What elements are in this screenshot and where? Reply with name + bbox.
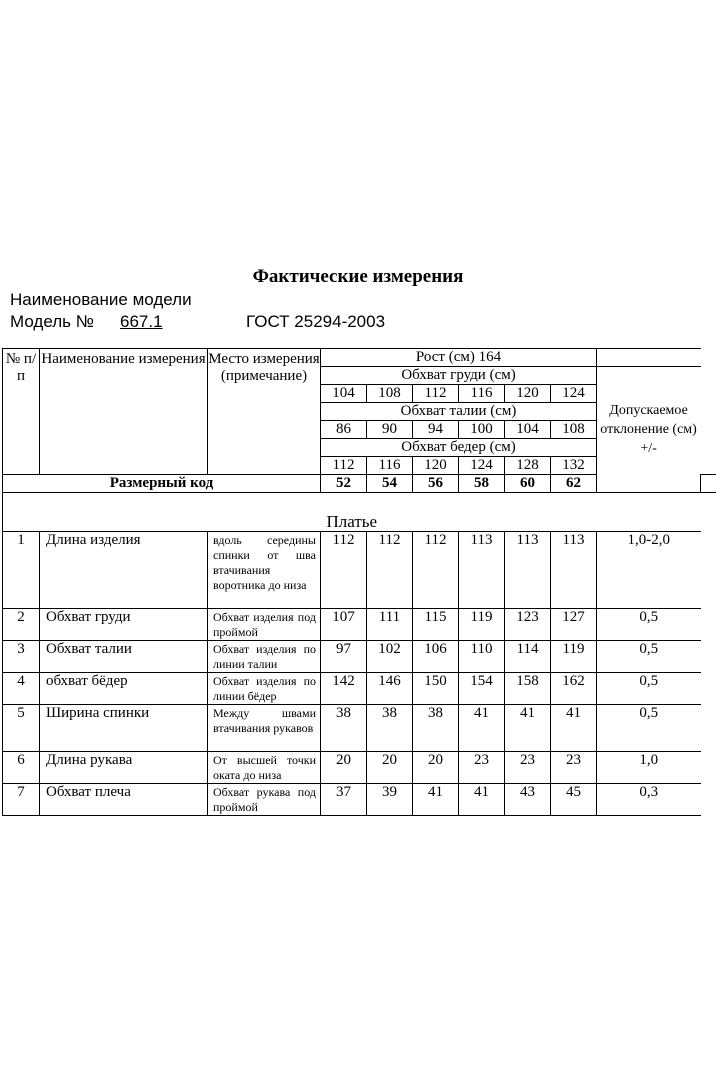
tolerance-value: 0,5 <box>597 673 701 705</box>
measurement-name: Ширина спинки <box>40 705 208 752</box>
measurement-value: 113 <box>505 532 551 609</box>
measurement-value: 41 <box>413 784 459 816</box>
measurement-value: 41 <box>505 705 551 752</box>
size-code-label: Размерный код <box>3 475 321 493</box>
tolerance-value: 0,5 <box>597 609 701 641</box>
measurement-place: вдоль середины спинки от шва втачивания воротника до низа <box>208 532 321 609</box>
chest-value: 116 <box>459 385 505 403</box>
measurement-value: 38 <box>321 705 367 752</box>
measurement-value: 23 <box>551 752 597 784</box>
measurement-value: 113 <box>459 532 505 609</box>
hips-value: 112 <box>321 457 367 475</box>
table-row <box>3 752 716 784</box>
measurement-place: Обхват изделия по линии талии <box>208 641 321 673</box>
measurement-value: 127 <box>551 609 597 641</box>
measurement-value: 102 <box>367 641 413 673</box>
size-code: 62 <box>551 475 597 493</box>
measurement-place: Обхват изделия под проймой <box>208 609 321 641</box>
measurement-value: 23 <box>459 752 505 784</box>
table-row <box>3 609 716 641</box>
tolerance-value: 1,0-2,0 <box>597 532 701 609</box>
hips-value: 116 <box>367 457 413 475</box>
row-number: 2 <box>3 609 40 641</box>
row-number: 4 <box>3 673 40 705</box>
header-waist: Обхват талии (см) <box>321 403 597 421</box>
size-code: 52 <box>321 475 367 493</box>
gost-standard: ГОСТ 25294-2003 <box>246 312 386 331</box>
measurement-value: 41 <box>459 705 505 752</box>
measurement-name: Длина изделия <box>40 532 208 609</box>
measurement-value: 123 <box>505 609 551 641</box>
table-row <box>3 673 716 705</box>
measurement-value: 111 <box>367 609 413 641</box>
size-code: 54 <box>367 475 413 493</box>
table-row <box>3 532 716 609</box>
model-number: 667.1 <box>119 312 163 331</box>
page-title: Фактические измерения <box>252 266 464 287</box>
row-number: 7 <box>3 784 40 816</box>
tolerance-value: 0,5 <box>597 641 701 673</box>
measurement-value: 119 <box>459 609 505 641</box>
header-num: № п/п <box>3 349 40 475</box>
header-tolerance: Допускаемое отклонение (см) +/- <box>597 367 701 493</box>
chest-value: 124 <box>551 385 597 403</box>
table-row <box>3 641 716 673</box>
waist-value: 100 <box>459 421 505 439</box>
waist-value: 94 <box>413 421 459 439</box>
measurement-value: 39 <box>367 784 413 816</box>
size-code: 58 <box>459 475 505 493</box>
measurement-value: 114 <box>505 641 551 673</box>
measurement-place: Обхват рукава под проймой <box>208 784 321 816</box>
table-row <box>3 784 716 816</box>
measurement-value: 106 <box>413 641 459 673</box>
measurement-value: 38 <box>367 705 413 752</box>
header-tol-top <box>597 349 701 367</box>
hips-value: 132 <box>551 457 597 475</box>
header-name: Наименование измерения <box>40 349 208 475</box>
hips-value: 120 <box>413 457 459 475</box>
measurement-value: 37 <box>321 784 367 816</box>
header-place: Место измерения (примечание) <box>208 349 321 475</box>
header-height: Рост (см) 164 <box>321 349 597 367</box>
measurement-place: От высшей точки оката до низа <box>208 752 321 784</box>
waist-value: 108 <box>551 421 597 439</box>
measurement-value: 97 <box>321 641 367 673</box>
measurement-value: 158 <box>505 673 551 705</box>
measurement-value: 112 <box>321 532 367 609</box>
measurement-value: 146 <box>367 673 413 705</box>
measurement-value: 45 <box>551 784 597 816</box>
measurement-name: Обхват груди <box>40 609 208 641</box>
tolerance-value: 0,3 <box>597 784 701 816</box>
measurement-value: 23 <box>505 752 551 784</box>
measurement-value: 20 <box>413 752 459 784</box>
measurement-value: 110 <box>459 641 505 673</box>
tolerance-value: 0,5 <box>597 705 701 752</box>
measurement-value: 154 <box>459 673 505 705</box>
measurement-value: 112 <box>367 532 413 609</box>
measurement-value: 162 <box>551 673 597 705</box>
section-title: Платье <box>3 493 701 532</box>
measurement-name: Обхват плеча <box>40 784 208 816</box>
tolerance-value: 1,0 <box>597 752 701 784</box>
model-name-label: Наименование модели <box>10 290 192 309</box>
measurement-value: 115 <box>413 609 459 641</box>
chest-value: 112 <box>413 385 459 403</box>
measurement-value: 41 <box>459 784 505 816</box>
chest-value: 120 <box>505 385 551 403</box>
measurement-value: 107 <box>321 609 367 641</box>
row-number: 1 <box>3 532 40 609</box>
measurement-name: Длина рукава <box>40 752 208 784</box>
table-row <box>3 705 716 752</box>
measurement-value: 43 <box>505 784 551 816</box>
header-hips: Обхват бедер (см) <box>321 439 597 457</box>
measurement-value: 119 <box>551 641 597 673</box>
chest-value: 108 <box>367 385 413 403</box>
waist-value: 90 <box>367 421 413 439</box>
model-label: Модель № <box>10 312 94 331</box>
measurement-value: 112 <box>413 532 459 609</box>
data-rows <box>3 532 716 816</box>
measurement-value: 142 <box>321 673 367 705</box>
measurement-value: 113 <box>551 532 597 609</box>
measurement-place: Обхват изделия по линии бёдер <box>208 673 321 705</box>
row-number: 3 <box>3 641 40 673</box>
hips-value: 124 <box>459 457 505 475</box>
header-chest: Обхват груди (см) <box>321 367 597 385</box>
measurement-value: 38 <box>413 705 459 752</box>
chest-value: 104 <box>321 385 367 403</box>
measurement-value: 20 <box>321 752 367 784</box>
measurement-name: Обхват талии <box>40 641 208 673</box>
row-number: 6 <box>3 752 40 784</box>
measurements-table <box>2 348 716 816</box>
measurement-value: 20 <box>367 752 413 784</box>
measurement-value: 41 <box>551 705 597 752</box>
row-number: 5 <box>3 705 40 752</box>
size-code: 60 <box>505 475 551 493</box>
hips-value: 128 <box>505 457 551 475</box>
size-code: 56 <box>413 475 459 493</box>
measurement-place: Между швами втачивания рукавов <box>208 705 321 752</box>
measurement-value: 150 <box>413 673 459 705</box>
measurement-name: обхват бёдер <box>40 673 208 705</box>
model-line <box>10 312 163 332</box>
waist-value: 104 <box>505 421 551 439</box>
waist-value: 86 <box>321 421 367 439</box>
